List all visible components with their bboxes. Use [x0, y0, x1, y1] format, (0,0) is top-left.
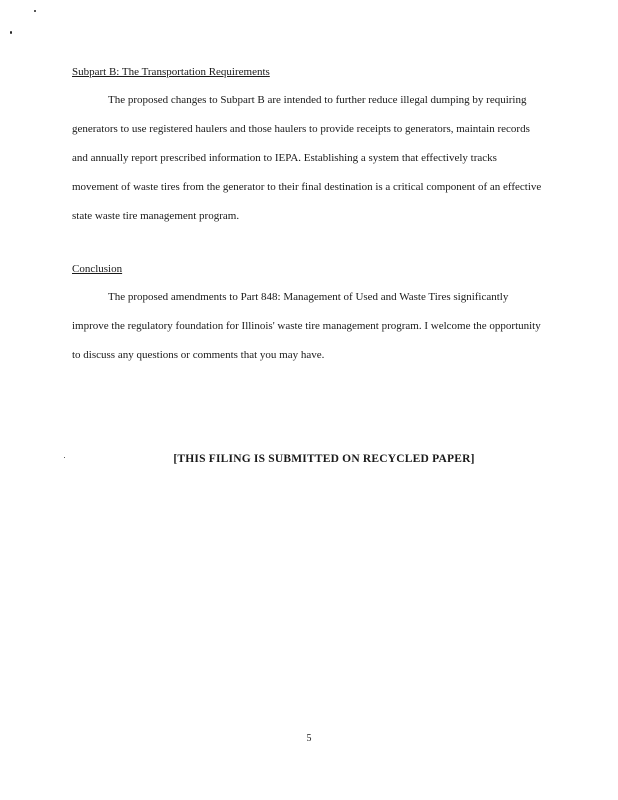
page-number: 5 [306, 733, 312, 744]
transportation-paragraph: The proposed changes to Subpart B are intended to further reduce illegal dumping by requiring generators to use registered haulers and those haulers to provide receipts to generators, maintain records and annually report prescribed information to IEPA. Establishing a system that effectively tracks movement of waste tires from the generator to their final destination is a critical component of an effective state waste tire management program. [72, 94, 542, 222]
conclusion-paragraph: The proposed amendments to Part 848: Management of Used and Waste Tires significantly improve the regulatory foundation for Illinois' waste tire management program. I welcome the opportunity to discuss any questions or comments that you may have. [72, 291, 541, 361]
section-heading-transportation: Subpart B: The Transportation Requirements [72, 66, 270, 78]
scan-speck [34, 10, 36, 12]
scan-speck [10, 31, 12, 34]
recycled-paper-notice: [THIS FILING IS SUBMITTED ON RECYCLED PAPER] [173, 453, 475, 465]
section-heading-conclusion: Conclusion [72, 263, 123, 275]
